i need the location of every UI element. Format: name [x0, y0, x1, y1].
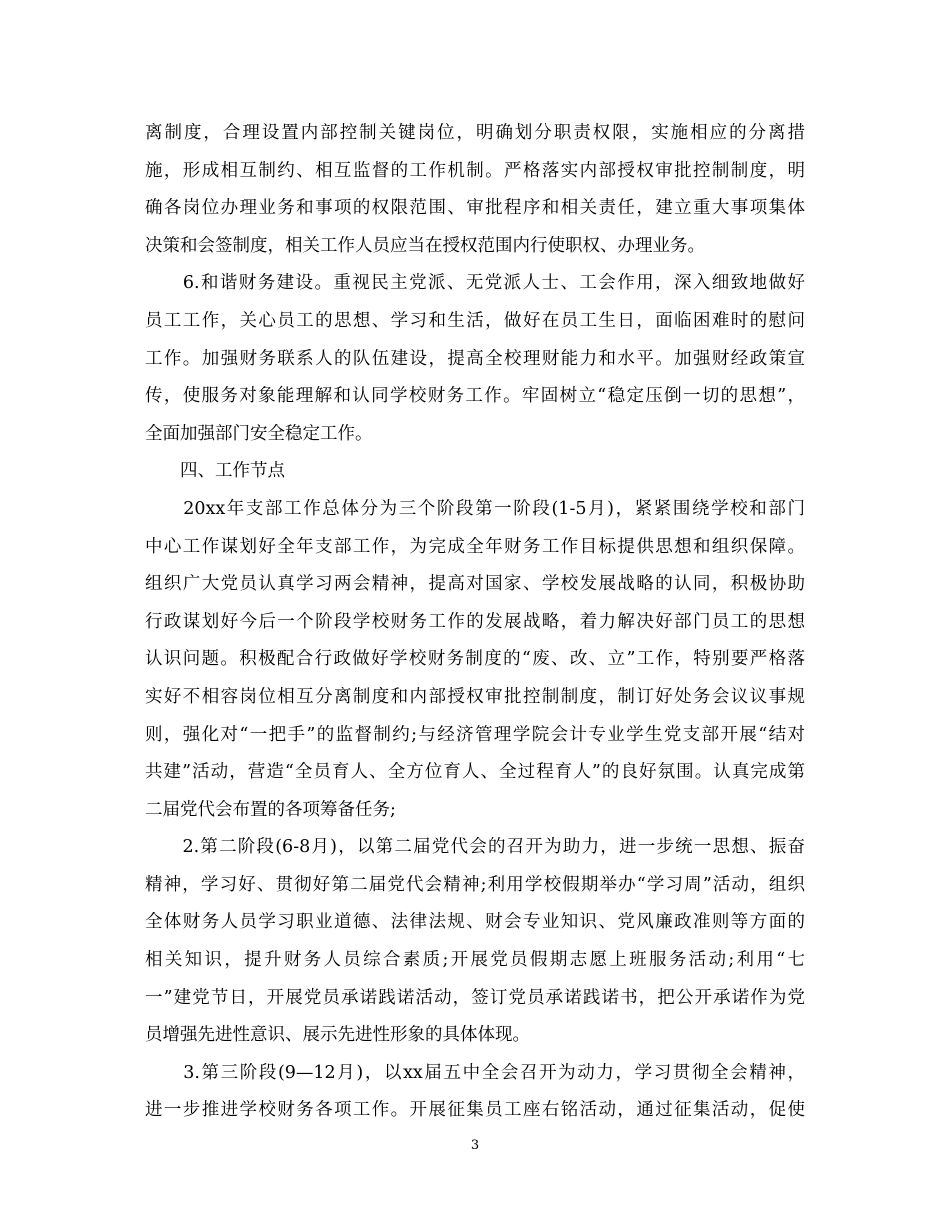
- text-line: 一”建党节日，开展党员承诺践诺活动，签订党员承诺践诺书，把公开承诺作为党: [145, 987, 805, 1008]
- text-line: 二届党代会布置的各项筹备任务;: [145, 799, 396, 820]
- text-line: 离制度，合理设置内部控制关键岗位，明确划分职责权限，实施相应的分离措: [145, 123, 805, 143]
- text-line: 实好不相容岗位相互分离制度和内部授权审批控制制度，制订好处务会议议事规: [145, 686, 805, 707]
- text-line: 施，形成相互制约、相互监督的工作机制。严格落实内部授权审批控制制度，明: [145, 160, 805, 181]
- text-line: 则，强化对“一把手”的监督制约;与经济管理学院会计专业学生党支部开展“结对: [145, 724, 805, 745]
- document-body: [145, 115, 805, 1130]
- text-line: 组织广大党员认真学习两会精神，提高对国家、学校发展战略的认同，积极协助: [145, 574, 805, 595]
- text-line: 精神，学习好、贯彻好第二届党代会精神;利用学校假期举办“学习周”活动，组织: [145, 874, 805, 895]
- text-line: 行政谋划好今后一个阶段学校财务工作的发展战略，着力解决好部门员工的思想: [145, 611, 805, 632]
- text-line: 员增强先进性意识、展示先进性形象的具体体现。: [145, 1025, 530, 1046]
- text-line: 传，使服务对象能理解和认同学校财务工作。牢固树立“稳定压倒一切的思想”，: [145, 386, 805, 407]
- text-line: 确各岗位办理业务和事项的权限范围、审批程序和相关责任，建立重大事项集体: [145, 198, 805, 219]
- text-line: 员工工作，关心员工的思想、学习和生活，做好在员工生日，面临困难时的慰问: [145, 310, 805, 331]
- text-line: 全面加强部门安全稳定工作。: [145, 423, 373, 444]
- text-line: 20xx年支部工作总体分为三个阶段第一阶段(1-5月)，紧紧围绕学校和部门: [145, 498, 805, 519]
- text-line: 2.第二阶段(6-8月)，以第二届党代会的召开为助力，进一步统一思想、振奋: [145, 837, 805, 858]
- text-line: 中心工作谋划好全年支部工作，为完成全年财务工作目标提供思想和组织保障。: [145, 536, 805, 557]
- text-line: 相关知识，提升财务人员综合素质;开展党员假期志愿上班服务活动;利用“七: [145, 950, 805, 971]
- section-heading: 四、工作节点: [145, 461, 285, 482]
- text-line: 认识问题。积极配合行政做好学校财务制度的“废、改、立”工作，特别要严格落: [145, 649, 805, 670]
- text-line: 进一步推进学校财务各项工作。开展征集员工座右铭活动，通过征集活动，促使: [145, 1100, 805, 1121]
- text-line: 6.和谐财务建设。重视民主党派、无党派人士、工会作用，深入细致地做好: [145, 273, 805, 294]
- text-line: 全体财务人员学习职业道德、法律法规、财会专业知识、党风廉政准则等方面的: [145, 912, 805, 933]
- text-line: 决策和会签制度，相关工作人员应当在授权范围内行使职权、办理业务。: [145, 235, 705, 256]
- page-number: 3: [470, 1138, 480, 1153]
- text-line: 工作。加强财务联系人的队伍建设，提高全校理财能力和水平。加强财经政策宣: [145, 348, 805, 369]
- text-line: 共建”活动，营造“全员育人、全方位育人、全过程育人”的良好氛围。认真完成第: [145, 762, 805, 783]
- text-line: 3.第三阶段(9—12月)，以xx届五中全会召开为动力，学习贯彻全会精神，: [145, 1062, 805, 1083]
